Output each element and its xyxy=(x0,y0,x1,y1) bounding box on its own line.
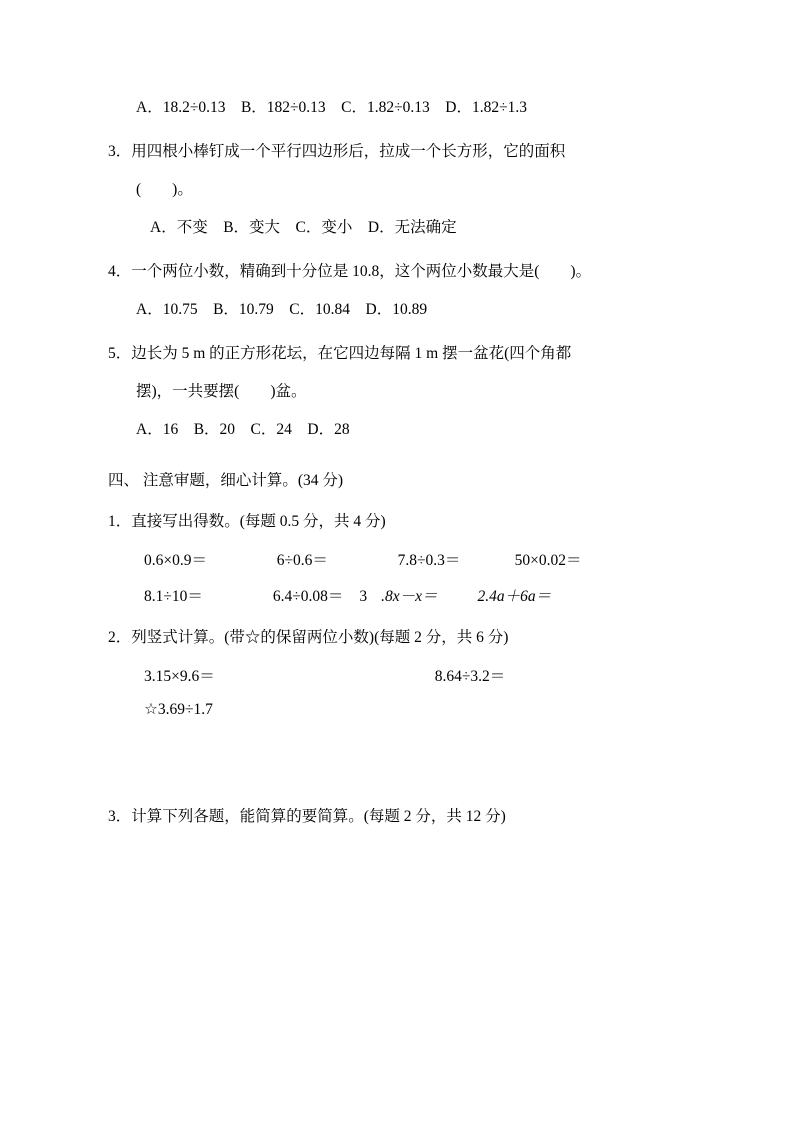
section-4-heading: 四、 注意审题，细心计算。(34 分) xyxy=(108,472,344,490)
task-1-row-1: 0.6×0.9＝ 6÷0.6＝ 7.8÷0.3＝ 50×0.02＝ xyxy=(144,552,582,570)
task-2-heading: 2．列竖式计算。(带☆的保留两位小数)(每题 2 分，共 6 分) xyxy=(108,629,509,647)
question-4-options: A．10.75 B．10.79 C．10.84 D．10.89 xyxy=(136,301,428,319)
question-4-text: 4．一个两位小数，精确到十分位是 10.8，这个两位小数最大是( )。 xyxy=(108,263,592,281)
task-2-row-2: ☆3.69÷1.7 xyxy=(144,701,213,719)
question-2-options: A．18.2÷0.13 B．182÷0.13 C．1.82÷0.13 D．1.82÷1.3 xyxy=(136,99,527,116)
worksheet-content xyxy=(108,96,688,843)
task-1-row-2 xyxy=(108,584,688,606)
task-2-item-2: 8.64÷3.2＝ xyxy=(434,668,506,686)
question-3-options: A．不变 B．变大 C．变小 D．无法确定 xyxy=(150,219,457,237)
question-5-text: 5．边长为 5 m 的正方形花坛，在它四边每隔 1 m 摆一盆花(四个角都 xyxy=(108,345,572,363)
question-5-options: A．16 B．20 C．24 D．28 xyxy=(136,421,350,439)
question-5-text-cont: 摆)，一共要摆( )盆。 xyxy=(136,383,307,401)
task-1-item-7: .8x－x＝ xyxy=(381,588,438,606)
task-3-heading: 3．计算下列各题，能简算的要简算。(每题 2 分，共 12 分) xyxy=(108,808,506,826)
task-1-item-6: 6.4÷0.08＝ xyxy=(272,588,344,606)
task-2-row-1 xyxy=(108,664,688,686)
task-1-item-5: 8.1÷10＝ xyxy=(144,588,203,606)
question-3-text: 3．用四根小棒钉成一个平行四边形后，拉成一个长方形，它的面积 xyxy=(108,143,566,161)
task-2-item-1: 3.15×9.6＝ xyxy=(144,668,215,686)
task-1-item-8: 2.4a＋6a＝ xyxy=(477,588,552,606)
question-3-text-cont: ( )。 xyxy=(136,181,193,199)
task-1-item-7-prefix: 3 xyxy=(359,588,368,606)
task-1-heading: 1．直接写出得数。(每题 0.5 分，共 4 分) xyxy=(108,513,386,531)
